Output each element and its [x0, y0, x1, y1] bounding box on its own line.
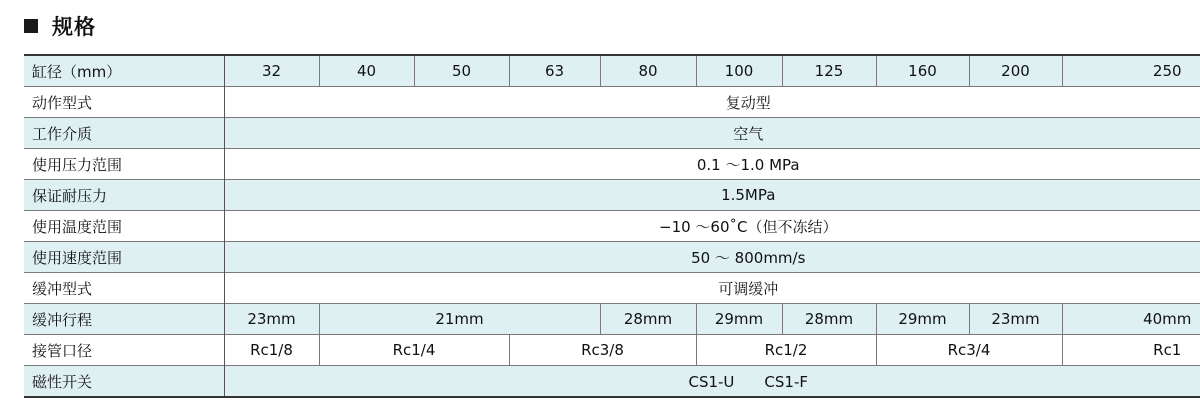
row-label: 磁性开关	[24, 366, 224, 398]
port-size-cell: Rc1	[1062, 335, 1200, 366]
cushion-stroke-cell: 21mm	[319, 304, 600, 335]
row-value: 0.1 ～1.0 MPa	[224, 149, 1200, 180]
cushion-stroke-cell: 40mm	[1062, 304, 1200, 335]
table-row	[24, 118, 1200, 149]
port-size-cell: Rc3/8	[509, 335, 696, 366]
row-label: 缓冲型式	[24, 273, 224, 304]
row-label: 使用压力范围	[24, 149, 224, 180]
section-heading	[24, 10, 96, 42]
bore-cell: 63	[509, 55, 600, 87]
row-value: 复动型	[224, 87, 1200, 118]
bore-cell: 250	[1062, 55, 1200, 87]
cushion-stroke-cell: 23mm	[224, 304, 319, 335]
port-size-cell: Rc3/4	[876, 335, 1062, 366]
row-value: −10 ～60˚C（但不冻结）	[224, 211, 1200, 242]
row-value: CS1-U CS1-F	[224, 366, 1200, 398]
row-value: 空气	[224, 118, 1200, 149]
row-value: 可调缓冲	[224, 273, 1200, 304]
port-size-cell: Rc1/2	[696, 335, 876, 366]
bore-cell: 200	[969, 55, 1062, 87]
bore-cell: 40	[319, 55, 414, 87]
row-value: 1.5MPa	[224, 180, 1200, 211]
bore-cell: 32	[224, 55, 319, 87]
table-row	[24, 180, 1200, 211]
row-label: 缓冲行程	[24, 304, 224, 335]
table-row	[24, 335, 1200, 366]
row-label: 使用温度范围	[24, 211, 224, 242]
row-label: 动作型式	[24, 87, 224, 118]
row-label: 保证耐压力	[24, 180, 224, 211]
cushion-stroke-cell: 29mm	[876, 304, 969, 335]
table-row	[24, 87, 1200, 118]
row-label: 使用速度范围	[24, 242, 224, 273]
table-row	[24, 366, 1200, 398]
row-value: 50 ～ 800mm/s	[224, 242, 1200, 273]
cushion-stroke-cell: 28mm	[782, 304, 876, 335]
bore-label: 缸径（mm）	[24, 55, 224, 87]
bore-cell: 50	[414, 55, 509, 87]
cushion-stroke-cell: 29mm	[696, 304, 782, 335]
cushion-stroke-cell: 28mm	[600, 304, 696, 335]
spec-table	[24, 54, 1200, 398]
bore-cell: 125	[782, 55, 876, 87]
port-size-cell: Rc1/8	[224, 335, 319, 366]
bore-cell: 160	[876, 55, 969, 87]
port-size-cell: Rc1/4	[319, 335, 509, 366]
table-header-row	[24, 55, 1200, 87]
table-row	[24, 273, 1200, 304]
table-row	[24, 242, 1200, 273]
row-label: 接管口径	[24, 335, 224, 366]
bore-cell: 80	[600, 55, 696, 87]
row-label: 工作介质	[24, 118, 224, 149]
table-row	[24, 149, 1200, 180]
section-title: 规格	[52, 15, 96, 39]
heading-square-icon	[24, 19, 38, 33]
cushion-stroke-cell: 23mm	[969, 304, 1062, 335]
bore-cell: 100	[696, 55, 782, 87]
table-row	[24, 211, 1200, 242]
table-row	[24, 304, 1200, 335]
